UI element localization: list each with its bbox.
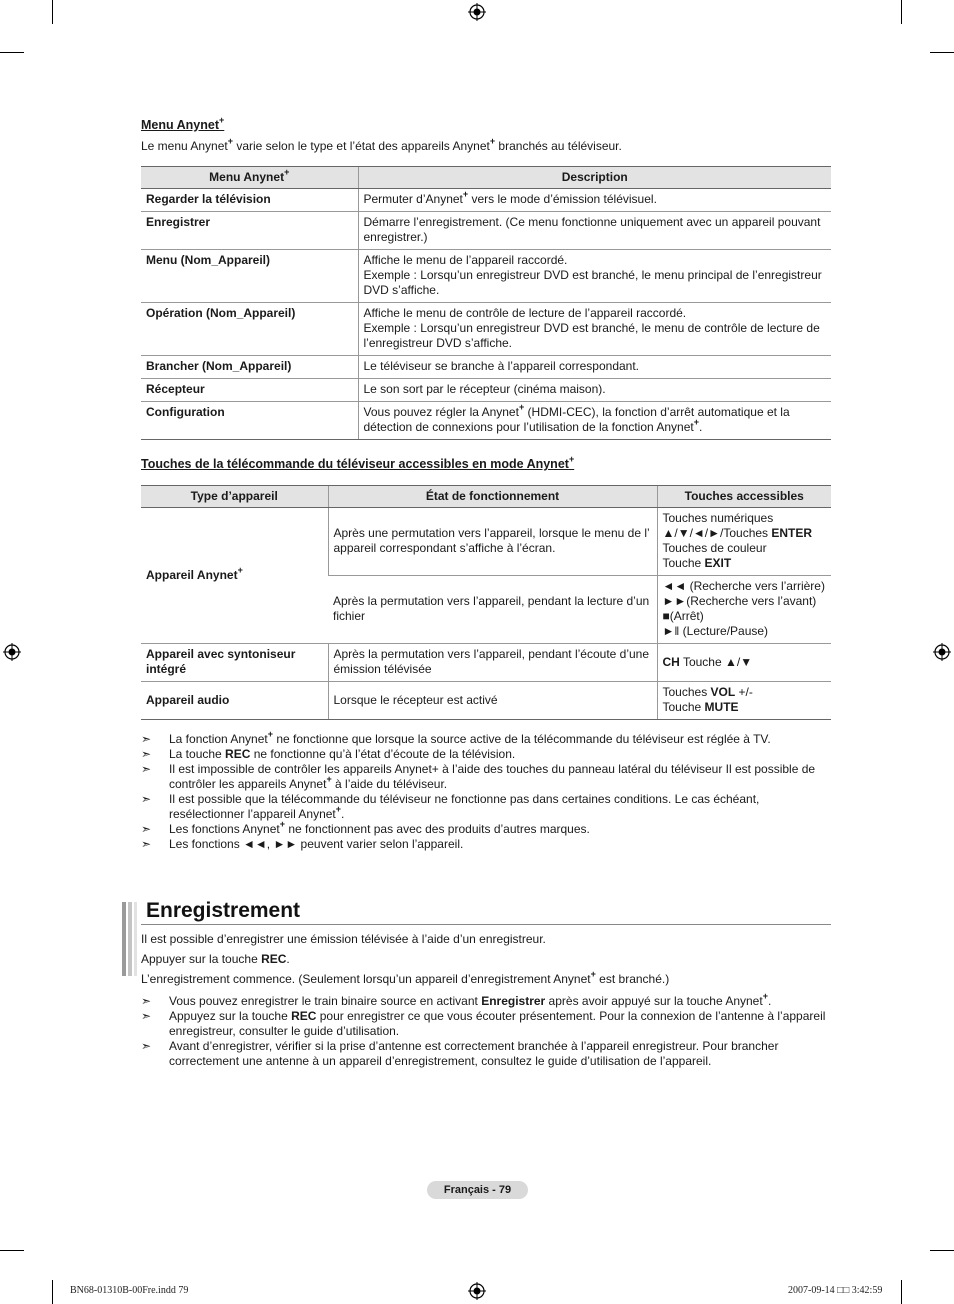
- section-menu-anynet: [141, 115, 831, 440]
- table-cell: CH Touche ▲/▼: [657, 644, 831, 682]
- crop-mark: [52, 0, 53, 24]
- section-recording: [141, 932, 831, 1069]
- registration-mark-icon: [933, 643, 951, 661]
- table-cell: Enregistrer: [141, 212, 358, 250]
- table-cell: Regarder la télévision: [141, 189, 358, 212]
- section-bar-decoration: [128, 902, 132, 976]
- table-row: [141, 250, 831, 303]
- crop-mark: [930, 1250, 954, 1251]
- anynet-menu-table: [141, 166, 831, 440]
- table-cell: Appareil Anynet+: [141, 508, 328, 644]
- table-row: [141, 189, 831, 212]
- section-title: Enregistrement: [146, 899, 301, 922]
- table-cell: Appareil avec syntoniseur intégré: [141, 644, 328, 682]
- section-bar-decoration: [134, 902, 137, 976]
- table-row: [141, 644, 831, 682]
- table-header: État de fonctionnement: [328, 486, 657, 508]
- crop-mark: [0, 1250, 24, 1251]
- crop-mark: [930, 52, 954, 53]
- note-arrow-icon: ➣: [141, 837, 152, 851]
- page-number-badge: Français - 79: [427, 1181, 528, 1199]
- remote-keys-table: [141, 485, 831, 720]
- table-cell: ◄◄ (Recherche vers l’arrière) ►►(Recherche vers l’avant) ■(Arrêt) ►ǁ (Lecture/Pause): [657, 576, 831, 644]
- list-item: ➣ La touche REC ne fonctionne qu’à l’état d’écoute de la télévision.: [141, 747, 516, 761]
- table-header-row: [141, 486, 831, 508]
- table-row: [141, 212, 831, 250]
- crop-mark: [52, 1280, 53, 1304]
- paragraph: L’enregistrement commence. (Seulement lorsqu’un appareil d’enregistrement Anynet+ est branché.): [141, 969, 670, 986]
- table-row: [141, 356, 831, 379]
- list-item: ➣ Avant d’enregistrer, vérifier si la prise d’antenne est correctement branchée à l’appareil enregistreur. Pour brancher correctement une antenne à un appareil d’enregistrement, consultez le guide d’utilisation de l’appareil.: [141, 1039, 779, 1068]
- table-row: [141, 682, 831, 720]
- list-item: ➣ Vous pouvez enregistrer le train binaire source en activant Enregistrer après avoir appuyé sur la touche Anynet+.: [141, 991, 772, 1008]
- note-arrow-icon: ➣: [141, 747, 152, 761]
- section-remote-keys: [141, 454, 831, 720]
- table-header-row: [141, 167, 831, 189]
- note-arrow-icon: ➣: [141, 1009, 152, 1023]
- date-slug: 2007-09-14 □□ 3:42:59: [788, 1285, 883, 1296]
- table-cell: Démarre l’enregistrement. (Ce menu fonctionne uniquement avec un appareil pouvant enregistrer.): [358, 212, 831, 250]
- list-item: ➣ Les fonctions ◄◄, ►► peuvent varier selon l’appareil.: [141, 837, 464, 851]
- table-cell: Brancher (Nom_Appareil): [141, 356, 358, 379]
- table-cell: Affiche le menu de l’appareil raccordé. Exemple : Lorsqu’un enregistreur DVD est branché, le menu principal de l’enregistreur DVD s’affiche.: [358, 250, 831, 303]
- table-cell: Après une permutation vers l’appareil, lorsque le menu de l’ appareil correspondant s’affiche à l’écran.: [328, 508, 657, 576]
- table-cell: Touches numériques ▲/▼/◄/►/Touches ENTER Touches de couleur Touche EXIT: [657, 508, 831, 576]
- table-cell: Lorsque le récepteur est activé: [328, 682, 657, 720]
- table-cell: Le téléviseur se branche à l’appareil correspondant.: [358, 356, 831, 379]
- table-row: [141, 303, 831, 356]
- registration-mark-icon: [468, 3, 486, 21]
- note-arrow-icon: ➣: [141, 792, 152, 806]
- list-item: ➣ La fonction Anynet+ ne fonctionne que lorsque la source active de la télécommande du téléviseur est réglée à TV.: [141, 729, 771, 746]
- section-title-underline: [141, 924, 831, 925]
- crop-mark: [901, 1280, 902, 1304]
- registration-mark-icon: [3, 643, 21, 661]
- paragraph: Appuyer sur la touche REC.: [141, 952, 290, 966]
- table-header: Touches accessibles: [657, 486, 831, 508]
- section-title: Touches de la télécommande du téléviseur accessibles en mode Anynet+: [141, 454, 575, 471]
- table-cell: Après la permutation vers l’appareil, pendant la lecture d’un fichier: [328, 576, 657, 644]
- table-cell: Récepteur: [141, 379, 358, 402]
- list-item: ➣ Appuyez sur la touche REC pour enregistrer ce que vous écouter présentement. Pour la connexion de l’antenne à l’appareil enregistreur, consulter le guide d’utilisation.: [141, 1009, 826, 1038]
- note-arrow-icon: ➣: [141, 994, 152, 1008]
- note-arrow-icon: ➣: [141, 822, 152, 836]
- section-intro: Le menu Anynet+ varie selon le type et l’état des appareils Anynet+ branchés au téléviseur.: [141, 136, 622, 153]
- registration-mark-icon: [468, 1282, 486, 1300]
- note-arrow-icon: ➣: [141, 1039, 152, 1053]
- list-item: ➣ Il est possible que la télécommande du téléviseur ne fonctionne pas dans certaines conditions. Le cas échéant, resélectionner l’appareil Anynet+.: [141, 792, 760, 821]
- note-arrow-icon: ➣: [141, 732, 152, 746]
- crop-mark: [901, 0, 902, 24]
- note-arrow-icon: ➣: [141, 762, 152, 776]
- section-bar-decoration: [122, 902, 126, 976]
- table-row: [141, 402, 831, 440]
- file-slug: BN68-01310B-00Fre.indd 79: [70, 1285, 189, 1296]
- list-item: ➣ Les fonctions Anynet+ ne fonctionnent pas avec des produits d’autres marques.: [141, 819, 590, 836]
- table-cell: Opération (Nom_Appareil): [141, 303, 358, 356]
- table-header: Type d’appareil: [141, 486, 328, 508]
- list-item: ➣ Il est impossible de contrôler les appareils Anynet+ à l’aide des touches du panneau latéral du téléviseur Il est possible de contrôler les appareils Anynet+ à l’aide du téléviseur.: [141, 762, 816, 791]
- section-title: Menu Anynet+: [141, 115, 225, 132]
- table-row: [141, 379, 831, 402]
- table-cell: Touches VOL +/- Touche MUTE: [657, 682, 831, 720]
- table-cell: Vous pouvez régler la Anynet+ (HDMI-CEC), la fonction d’arrêt automatique et la détection de connexions pour l’utilisation de la fonction Anynet+.: [358, 402, 831, 440]
- table-row: [141, 508, 831, 576]
- notes-anynet: [141, 729, 831, 852]
- table-cell: Le son sort par le récepteur (cinéma maison).: [358, 379, 831, 402]
- table-cell: Configuration: [141, 402, 358, 440]
- table-cell: Après la permutation vers l’appareil, pendant l’écoute d’une émission télévisée: [328, 644, 657, 682]
- table-cell: Permuter d’Anynet+ vers le mode d’émission télévisuel.: [358, 189, 831, 212]
- table-cell: Affiche le menu de contrôle de lecture de l’appareil raccordé. Exemple : Lorsqu’un enregistreur DVD est branché, le menu de contrôle de lecture de l’enregistreur DVD s’affiche.: [358, 303, 831, 356]
- table-cell: Menu (Nom_Appareil): [141, 250, 358, 303]
- table-header: Description: [358, 167, 831, 189]
- table-header: Menu Anynet+: [141, 167, 358, 189]
- paragraph: Il est possible d’enregistrer une émission télévisée à l’aide d’un enregistreur.: [141, 932, 546, 946]
- table-cell: Appareil audio: [141, 682, 328, 720]
- crop-mark: [0, 52, 24, 53]
